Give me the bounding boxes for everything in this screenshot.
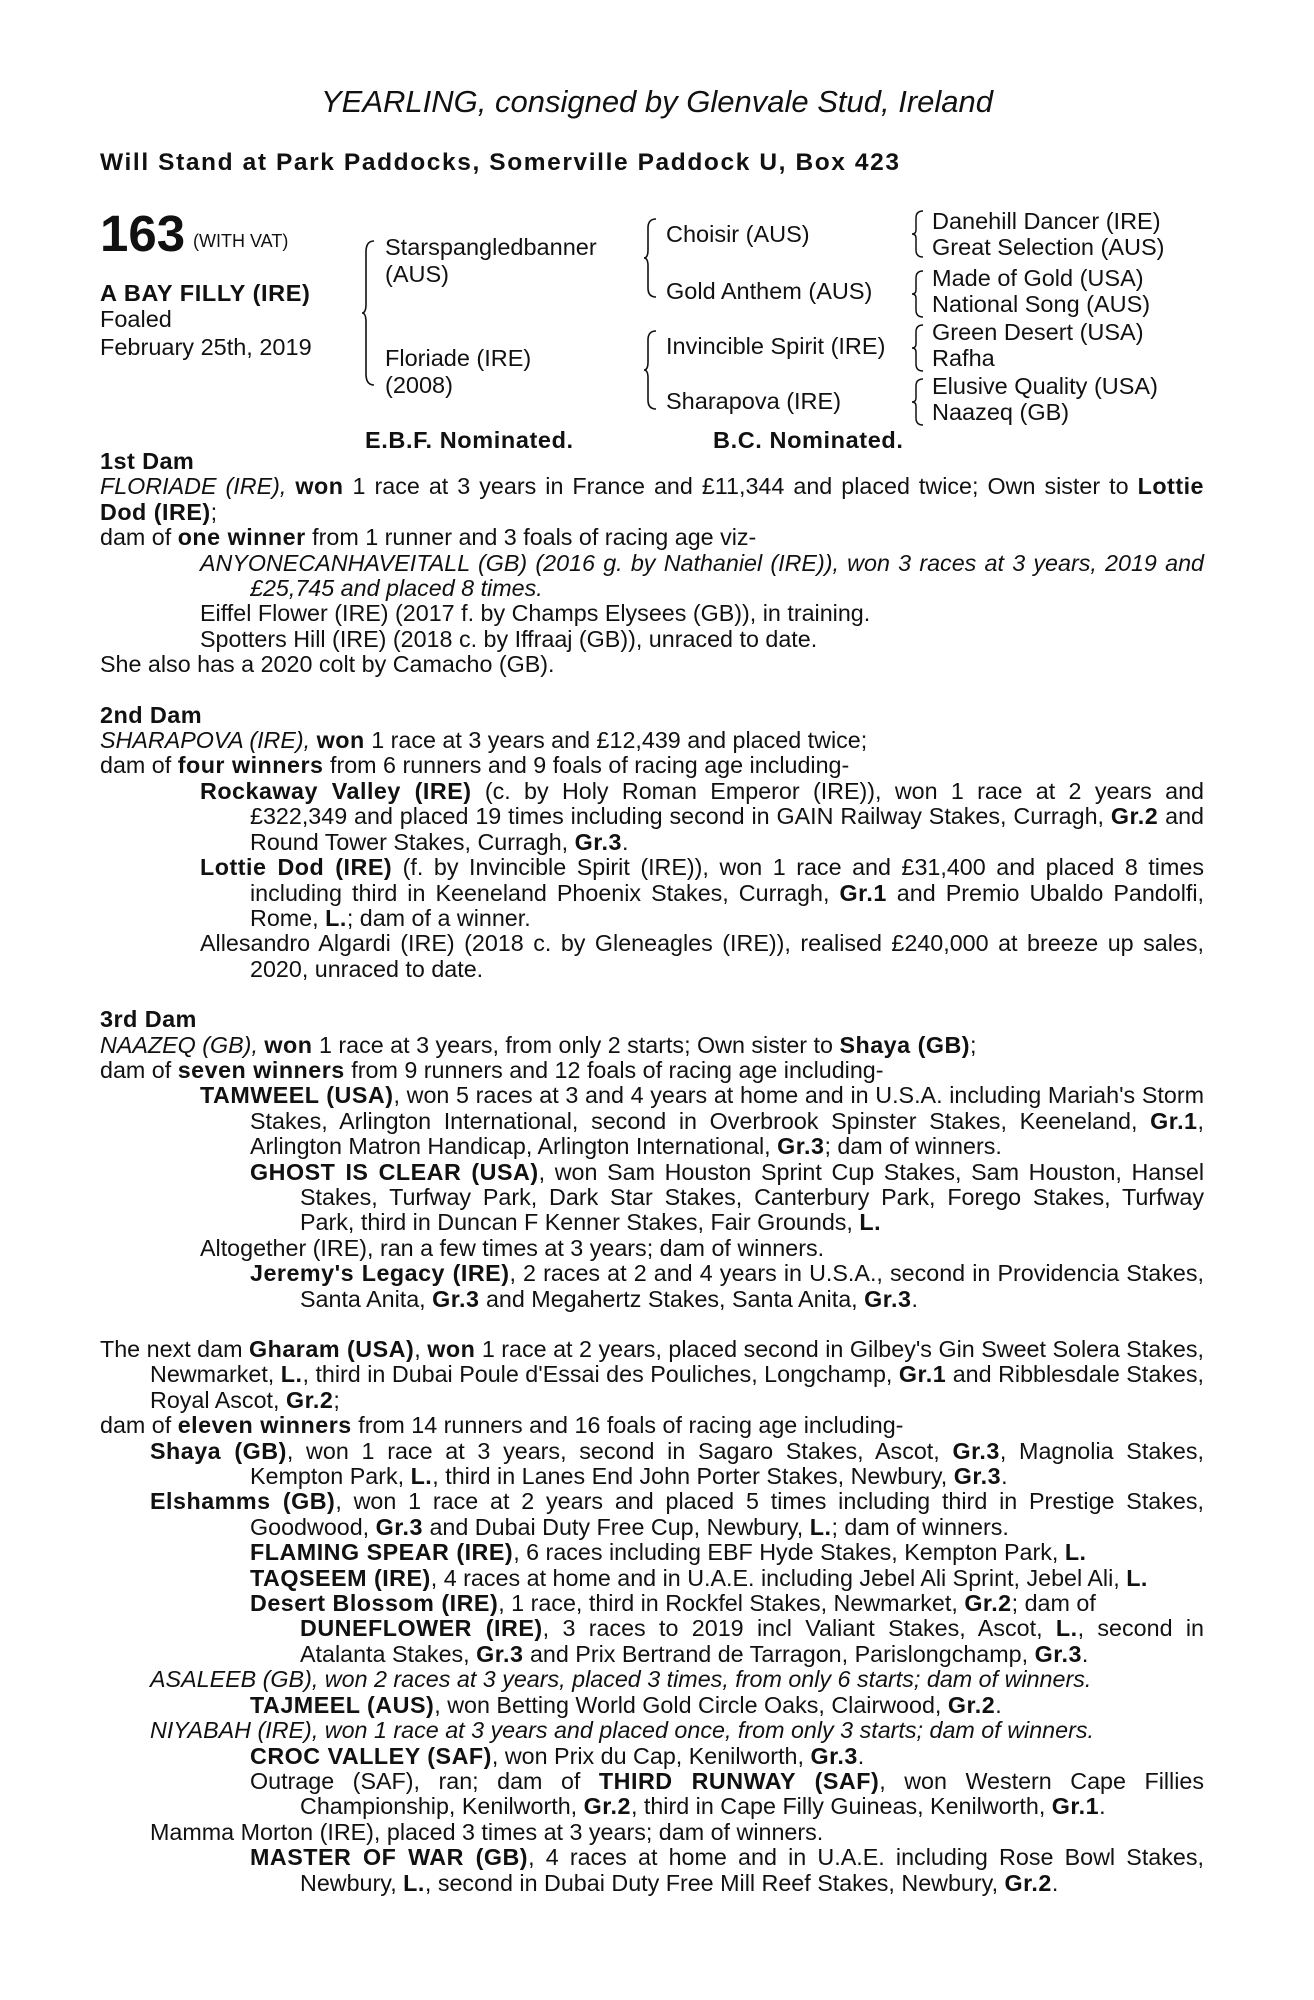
produce-record xyxy=(100,449,1204,1896)
pedigree-sire-sire: Choisir (AUS) xyxy=(666,221,810,247)
produce-entry: Altogether (IRE), ran a few times at 3 years; dam of winners. xyxy=(200,1234,825,1261)
foaled-label: Foaled xyxy=(100,306,172,332)
produce-entry: MASTER OF WAR (GB), 4 races at home and in U.A.E. including Rose Bowl Stakes, Newbury, L., second in Dubai Duty Free Mill Reef Stakes, Newbury, Gr.2. xyxy=(250,1844,1204,1896)
next-dam-produce: dam of eleven winners from 14 runners and 16 foals of racing age including- xyxy=(100,1412,904,1439)
second-dam-produce: dam of four winners from 6 runners and 9 foals of racing age including- xyxy=(100,752,850,779)
ebf-nominated: E.B.F. Nominated. xyxy=(365,427,574,453)
pedigree-brace-dd xyxy=(912,378,924,426)
lot-name: A BAY FILLY (IRE) xyxy=(100,280,311,306)
produce-entry: Rockaway Valley (IRE) (c. by Holy Roman Emperor (IRE)), won 1 race at 2 years and £322,349 and placed 19 times including second in GAIN Railway Stakes, Curragh, Gr.2 and Round Tower Stakes, Curragh, Gr.3. xyxy=(200,777,1205,855)
produce-entry: Elshamms (GB), won 1 race at 2 years and placed 5 times including third in Prestige Stakes, Goodwood, Gr.3 and Dubai Duty Free Cup, Newbury, L.; dam of winners. xyxy=(150,1488,1204,1540)
pedigree-sds: Made of Gold (USA) xyxy=(932,265,1144,291)
produce-entry: Jeremy's Legacy (IRE), 2 races at 2 and 4 years in U.S.A., second in Providencia Stakes, Santa Anita, Gr.3 and Megahertz Stakes, Santa Anita, Gr.3. xyxy=(250,1260,1204,1312)
produce-entry: NIYABAH (IRE), won 1 race at 3 years and placed once, from only 3 starts; dam of winners. xyxy=(150,1717,1094,1744)
next-dam-record: The next dam Gharam (USA), won 1 race at 2 years, placed second in Gilbey's Gin Sweet Solera Stakes, Newmarket, L., third in Dubai Poule d'Essai des Pouliches, Longchamp, Gr.1 and Ribblesdale Stakes, Royal Ascot, Gr.2; xyxy=(100,1336,1204,1413)
produce-entry: Eiffel Flower (IRE) (2017 f. by Champs Elysees (GB)), in training. xyxy=(200,600,871,627)
produce-entry: Mamma Morton (IRE), placed 3 times at 3 years; dam of winners. xyxy=(150,1818,824,1845)
pedigree-dam-dam: Sharapova (IRE) xyxy=(666,388,842,414)
produce-entry: Outrage (SAF), ran; dam of THIRD RUNWAY (SAF), won Western Cape Fillies Championship, Kenilworth, Gr.2, third in Cape Filly Guineas, Kenilworth, Gr.1. xyxy=(250,1767,1205,1820)
produce-entry: Spotters Hill (IRE) (2018 c. by Iffraaj (GB)), unraced to date. xyxy=(200,625,818,652)
pedigree-sdd: National Song (AUS) xyxy=(932,291,1151,317)
produce-entry: Allesandro Algardi (IRE) (2018 c. by Gleneagles (IRE)), realised £240,000 at breeze up sales, 2020, unraced to date. xyxy=(200,930,1204,982)
pedigree-brace-main xyxy=(362,240,376,386)
second-dam-record: SHARAPOVA (IRE), won 1 race at 3 years and £12,439 and placed twice; xyxy=(100,727,868,754)
pedigree-sss: Danehill Dancer (IRE) xyxy=(932,208,1161,234)
pedigree-ddd: Naazeq (GB) xyxy=(932,399,1070,425)
third-dam-heading: 3rd Dam xyxy=(100,1006,197,1033)
produce-entry: ANYONECANHAVEITALL (GB) (2016 g. by Nathaniel (IRE)), won 3 races at 3 years, 2019 and £25,745 and placed 8 times. xyxy=(200,549,1204,602)
pedigree-dam-sire: Invincible Spirit (IRE) xyxy=(666,333,886,359)
produce-entry: ASALEEB (GB), won 2 races at 3 years, placed 3 times, from only 6 starts; dam of winners. xyxy=(150,1666,1092,1693)
page-title: YEARLING, consigned by Glenvale Stud, Ireland xyxy=(320,84,994,119)
lot-number: 163 xyxy=(100,205,186,262)
first-dam-produce: dam of one winner from 1 runner and 3 foals of racing age viz- xyxy=(100,524,757,551)
first-dam-note: She also has a 2020 colt by Camacho (GB). xyxy=(100,651,555,678)
produce-entry: Lottie Dod (IRE) (f. by Invincible Spirit (IRE)), won 1 race and £31,400 and placed 8 times including third in Keeneland Phoenix Stakes, Curragh, Gr.1 and Premio Ubaldo Pandolfi, Rome, L.; dam of a winner. xyxy=(200,854,1205,931)
pedigree-dam: Floriade (IRE) xyxy=(385,345,532,371)
first-dam-heading: 1st Dam xyxy=(100,448,195,474)
pedigree-brace-sire xyxy=(644,218,658,298)
pedigree-brace-ss xyxy=(912,210,924,258)
produce-entry: GHOST IS CLEAR (USA), won Sam Houston Sprint Cup Stakes, Sam Houston, Hansel Stakes, Turfway Park, Dark Star Stakes, Canterbury Park, Forego Stakes, Turfway Park, third in Duncan F Kenner Stakes, Fair Grounds, L. xyxy=(250,1158,1204,1236)
produce-entry: FLAMING SPEAR (IRE), 6 races including EBF Hyde Stakes, Kempton Park, L. xyxy=(250,1539,1087,1566)
produce-entry: CROC VALLEY (SAF), won Prix du Cap, Kenilworth, Gr.3. xyxy=(250,1742,865,1769)
foaled-date: February 25th, 2019 xyxy=(100,334,312,360)
pedigree-dsd: Rafha xyxy=(932,345,995,371)
third-dam-produce: dam of seven winners from 9 runners and 12 foals of racing age including- xyxy=(100,1056,884,1083)
produce-entry: TAJMEEL (AUS), won Betting World Gold Circle Oaks, Clairwood, Gr.2. xyxy=(250,1691,1002,1718)
pedigree-brace-dam xyxy=(644,330,658,410)
pedigree-sire-origin: (AUS) xyxy=(385,261,449,287)
second-dam-heading: 2nd Dam xyxy=(100,701,203,728)
pedigree-brace-ds xyxy=(912,324,924,372)
produce-entry: Shaya (GB), won 1 race at 3 years, second in Sagaro Stakes, Ascot, Gr.3, Magnolia Stakes, Kempton Park, L., third in Lanes End John Porter Stakes, Newbury, Gr.3. xyxy=(150,1437,1205,1490)
pedigree-brace-sd xyxy=(912,270,924,318)
vat-label: (WITH VAT) xyxy=(193,231,289,251)
pedigree-dam-year: (2008) xyxy=(385,372,453,398)
pedigree-ssd: Great Selection (AUS) xyxy=(932,234,1165,260)
bc-nominated: B.C. Nominated. xyxy=(713,427,904,453)
pedigree-sire: Starspangledbanner xyxy=(385,234,597,260)
third-dam-record: NAAZEQ (GB), won 1 race at 3 years, from only 2 starts; Own sister to Shaya (GB); xyxy=(100,1031,977,1058)
produce-entry: TAMWEEL (USA), won 5 races at 3 and 4 years at home and in U.S.A. including Mariah's Storm Stakes, Arlington International, second in Overbrook Spinster Stakes, Keeneland, Gr.1, Arlington Matron Handicap, Arlington International, Gr.3; dam of winners. xyxy=(200,1082,1204,1160)
pedigree-dss: Green Desert (USA) xyxy=(932,319,1144,345)
first-dam-record: FLORIADE (IRE), won 1 race at 3 years in France and £11,344 and placed twice; Own sister to Lottie Dod (IRE); xyxy=(100,473,1205,525)
pedigree-sire-dam: Gold Anthem (AUS) xyxy=(666,278,873,304)
stand-location: Will Stand at Park Paddocks, Somerville Paddock U, Box 423 xyxy=(100,149,901,176)
pedigree-dds: Elusive Quality (USA) xyxy=(932,373,1158,399)
produce-entry: TAQSEEM (IRE), 4 races at home and in U.A.E. including Jebel Ali Sprint, Jebel Ali, L. xyxy=(250,1564,1148,1591)
produce-entry: Desert Blossom (IRE), 1 race, third in Rockfel Stakes, Newmarket, Gr.2; dam of xyxy=(250,1590,1096,1617)
produce-entry: DUNEFLOWER (IRE), 3 races to 2019 incl Valiant Stakes, Ascot, L., second in Atalanta Stakes, Gr.3 and Prix Bertrand de Tarragon, Parislongchamp, Gr.3. xyxy=(300,1615,1204,1667)
